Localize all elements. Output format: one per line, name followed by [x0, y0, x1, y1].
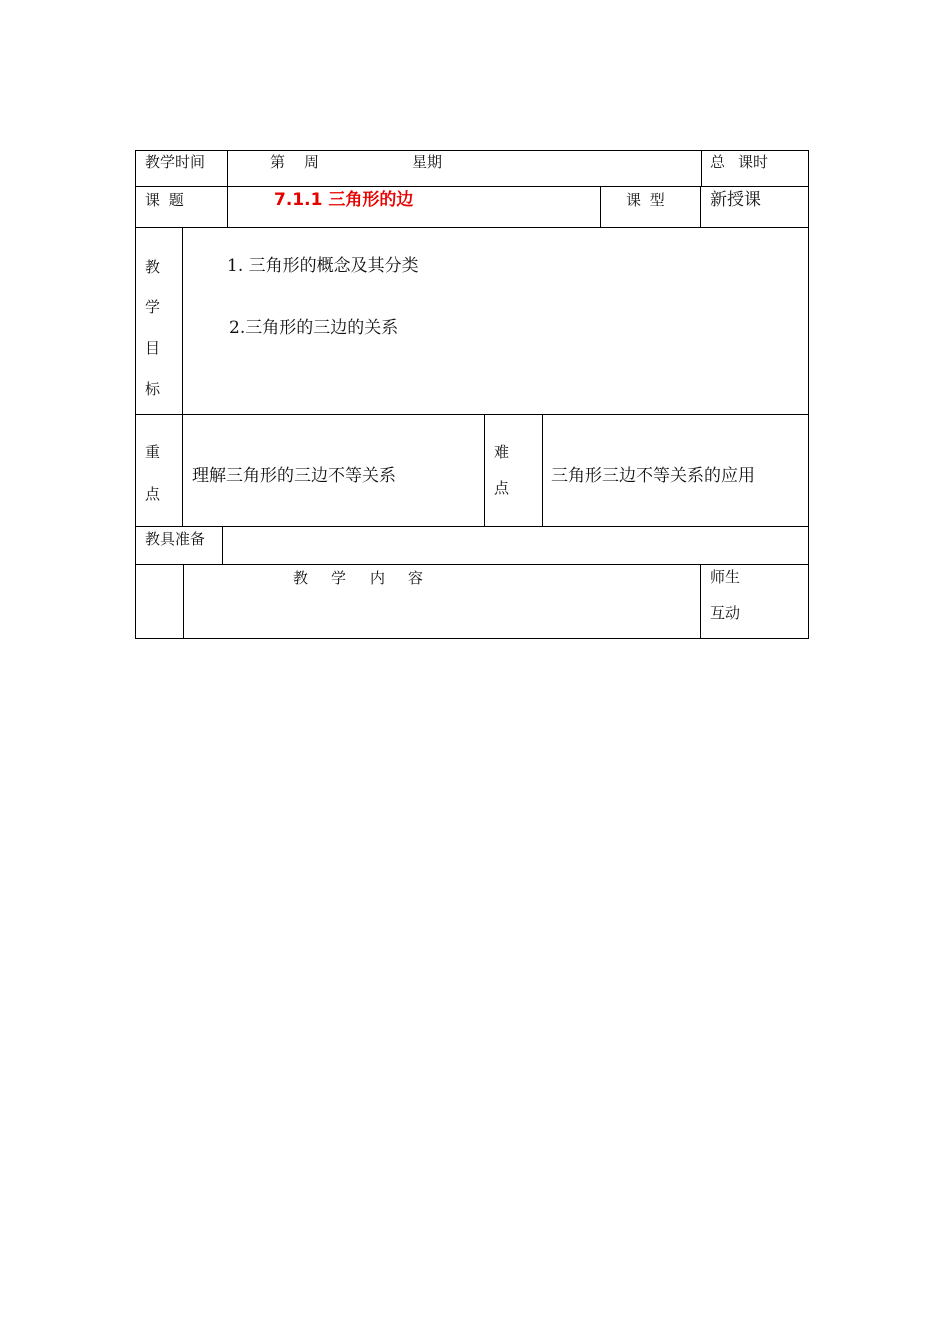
row-divider: [135, 526, 809, 527]
objectives-label-char: 教: [145, 258, 161, 276]
col-divider: [227, 186, 228, 228]
objectives-label-char: 学: [145, 298, 161, 316]
col-divider: [600, 186, 601, 228]
col-divider: [700, 186, 701, 228]
col-divider: [700, 564, 701, 639]
row-divider: [135, 227, 809, 228]
difficulties-label-char: 难: [494, 443, 510, 461]
content-heading-char: 教: [293, 569, 309, 587]
row-divider: [135, 414, 809, 415]
objective-item: 2.三角形的三边的关系: [229, 318, 399, 338]
week-suffix: 周: [304, 153, 320, 171]
teaching-time-label: 教学时间: [145, 153, 206, 171]
col-divider: [183, 564, 184, 639]
period-label: 课时: [738, 153, 769, 171]
objectives-label-char: 标: [145, 380, 161, 398]
row-divider: [135, 564, 809, 565]
table-border-left: [135, 150, 136, 639]
content-heading-char: 容: [408, 569, 424, 587]
difficulties-label-char: 点: [494, 479, 510, 497]
col-divider: [484, 414, 485, 527]
key-points-value: 理解三角形的三边不等关系: [192, 466, 396, 486]
col-divider: [542, 414, 543, 527]
lesson-title: 7.1.1 三角形的边: [274, 190, 414, 210]
col-divider: [222, 526, 223, 565]
lesson-type-value: 新授课: [710, 190, 761, 210]
content-heading-char: 内: [370, 569, 386, 587]
week-prefix: 第: [270, 153, 286, 171]
topic-label: 课 题: [145, 191, 186, 209]
objective-item: 1. 三角形的概念及其分类: [227, 256, 419, 276]
col-divider: [182, 414, 183, 527]
col-divider: [227, 150, 228, 187]
lesson-type-label: 课 型: [626, 191, 667, 209]
key-points-label-char: 重: [145, 443, 161, 461]
row-divider: [135, 186, 809, 187]
weekday-label: 星期: [412, 153, 443, 171]
table-border-right: [808, 150, 809, 639]
difficulties-value: 三角形三边不等关系的应用: [551, 466, 755, 486]
key-points-label-char: 点: [145, 485, 161, 503]
objectives-label-char: 目: [145, 339, 161, 357]
interaction-label: 师生: [710, 568, 741, 586]
col-divider: [182, 227, 183, 415]
lesson-plan-table: [135, 150, 809, 639]
table-border-bottom: [135, 638, 809, 639]
interaction-label: 互动: [710, 604, 741, 622]
total-label: 总: [710, 153, 726, 171]
col-divider: [701, 150, 702, 187]
table-border-top: [135, 150, 809, 151]
tools-label: 教具准备: [145, 530, 206, 548]
content-heading-char: 学: [331, 569, 347, 587]
